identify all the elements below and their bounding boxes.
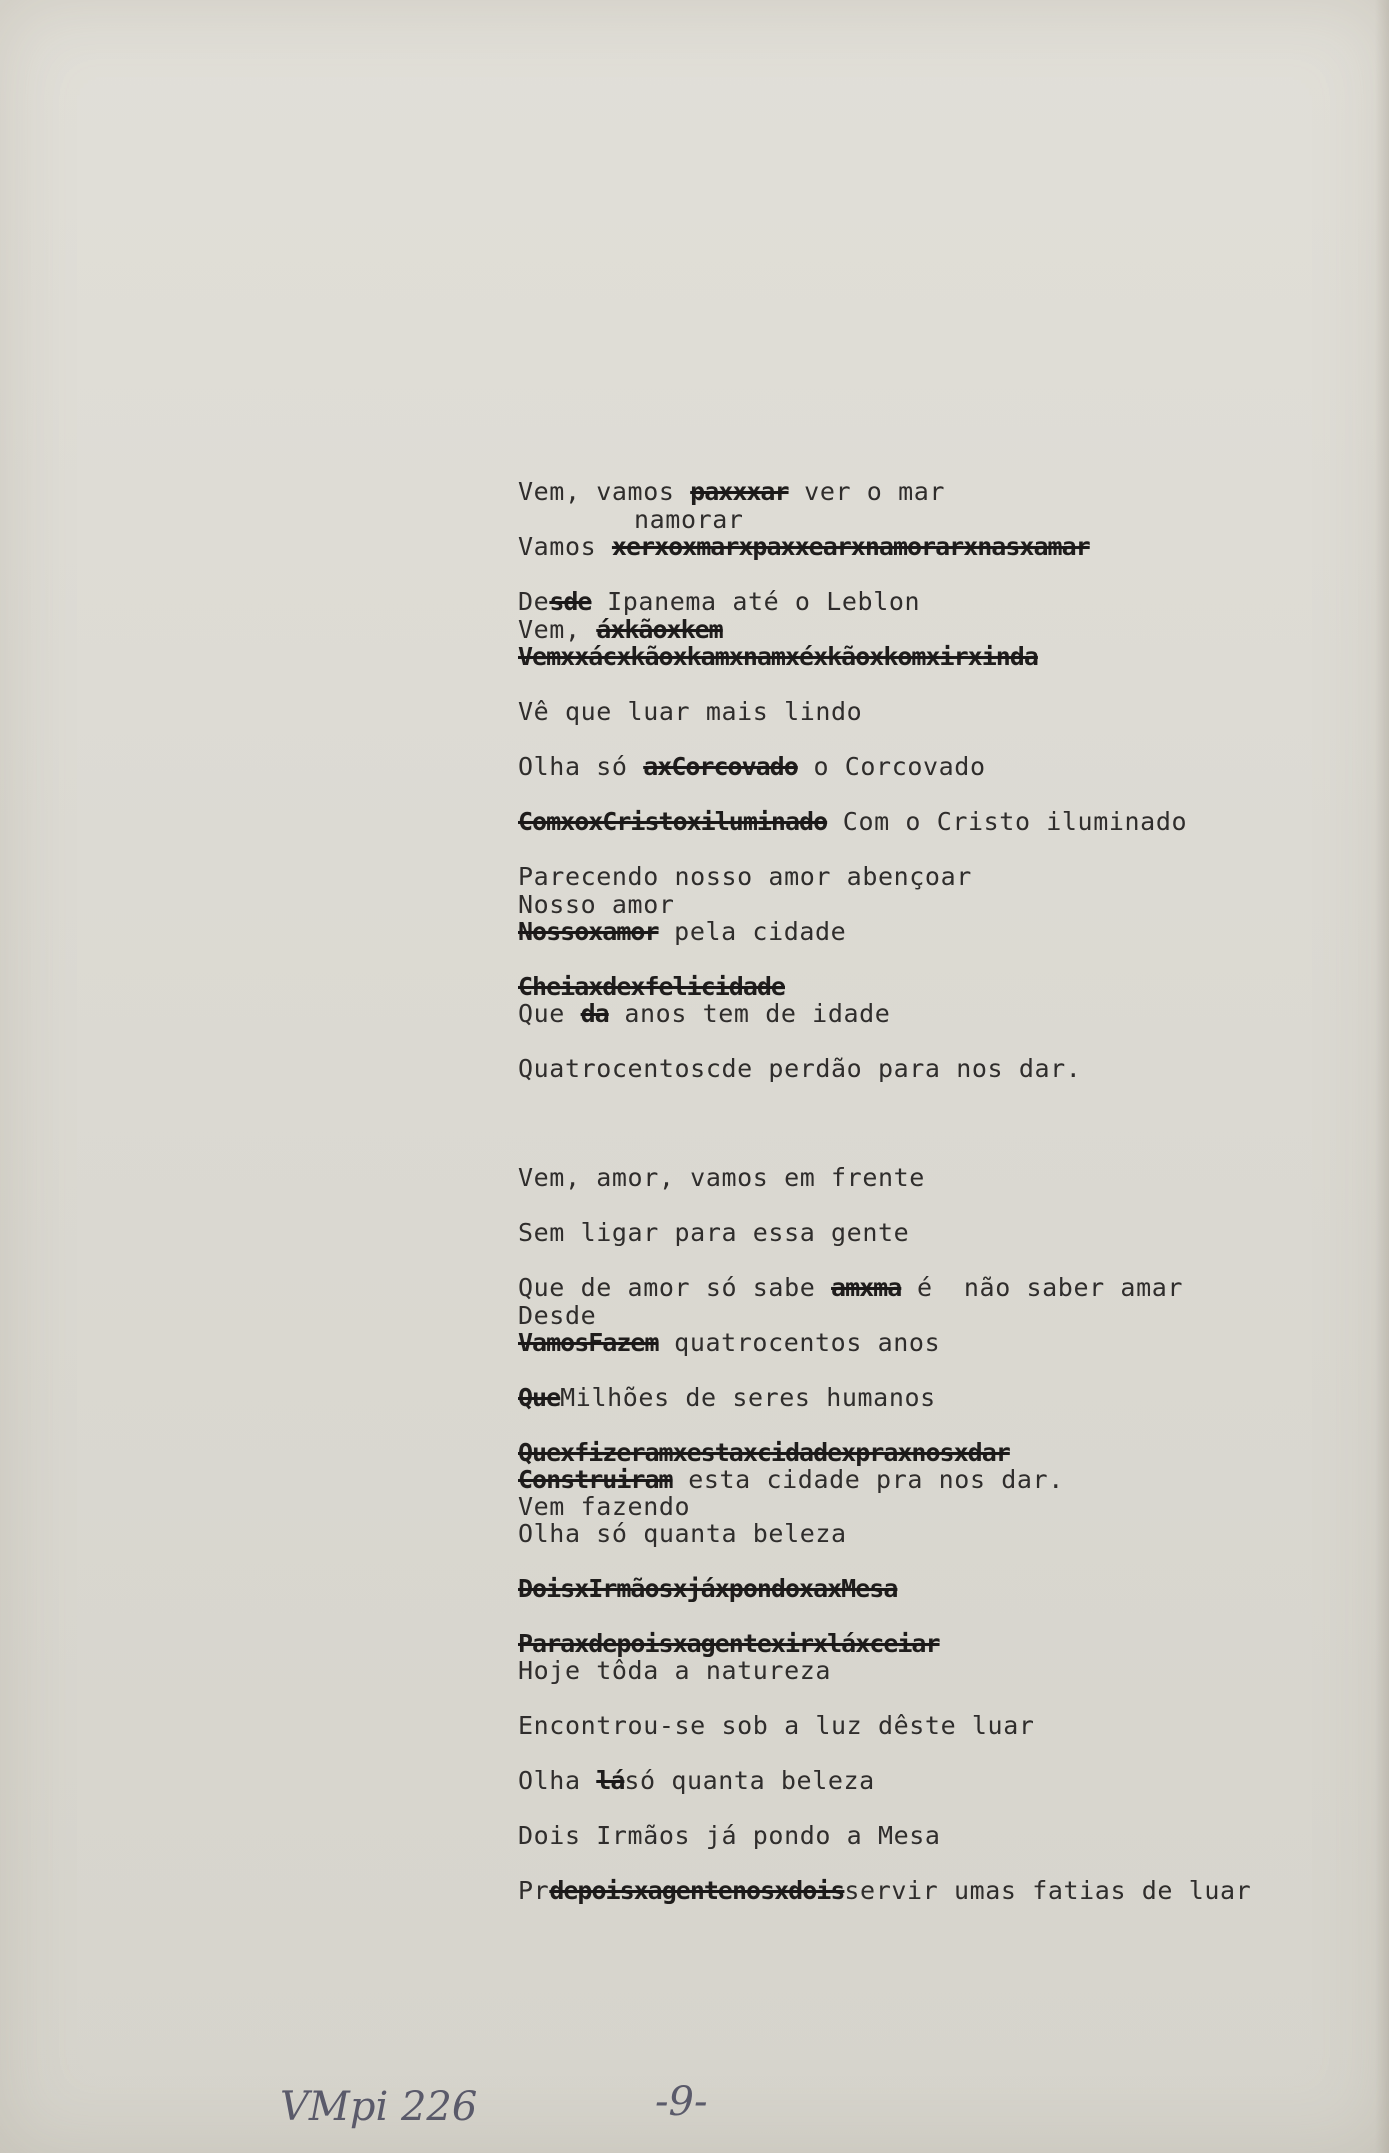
struck-text: da [580, 999, 609, 1028]
lyric-insertion: Desde [518, 1301, 597, 1330]
lyric-line-26: Olha lásó quanta beleza [518, 1766, 875, 1795]
struck-text: Quexfizeramxestaxcidadexpraxnosxdar [518, 1438, 1010, 1467]
struck-text: Construiram [518, 1465, 673, 1494]
struck-text: áxkãoxkem [596, 615, 723, 644]
lyric-line-16: Que de amor só sabe amxma é não saber amar [518, 1273, 1184, 1302]
lyric-line-18: QueMilhões de seres humanos [518, 1383, 936, 1412]
lyric-line-4: Vem, áxkãoxkem [518, 615, 723, 644]
lyric-line-12: Que da anos tem de idade [518, 999, 891, 1028]
lyric-line-20: Construiram esta cidade pra nos dar. [518, 1465, 1064, 1494]
lyric-line-24: Hoje tôda a natureza [518, 1656, 832, 1685]
struck-text: sde [549, 587, 592, 616]
lyric-line-10: Nossoxamor pela cidade [518, 917, 847, 946]
struck-word: paxxxar [690, 477, 789, 506]
struck-text: depoisxagentenosxdois [549, 1876, 845, 1905]
struck-text: Que [518, 1383, 561, 1412]
lyric-line-5 [518, 643, 1038, 671]
lyric-insertion: Nosso amor [518, 890, 675, 919]
lyric-line-11 [518, 973, 785, 1001]
struck-text: Cheiaxdexfelicidade [518, 972, 785, 1001]
lyric-line-22 [518, 1575, 897, 1603]
struck-text: Paraxdepoisxagentexirxláxceiar [518, 1629, 940, 1658]
lyric-line-2: Vamos xerxoxmarxpaxxearxnamorarxnasxamar [518, 532, 1090, 561]
lyric-line-25: Encontrou-se sob a luz dêste luar [518, 1711, 1035, 1740]
lyric-insertion: Vem fazendo [518, 1492, 691, 1521]
lyric-line-9: Parecendo nosso amor abençoar [518, 862, 972, 891]
lyric-line-6: Vê que luar mais lindo [518, 697, 863, 726]
lyric-line-28: Prdepoisxagentenosxdoisservir umas fatias de luar [518, 1876, 1252, 1905]
lyric-line-23 [518, 1630, 940, 1658]
struck-text: lá [596, 1766, 625, 1795]
struck-text: amxma [831, 1273, 902, 1302]
lyric-line-7: Olha só axCorcovado o Corcovado [518, 752, 986, 781]
archive-reference: VMpi 226 [280, 2084, 478, 2130]
struck-text: axCorcovado [643, 752, 798, 781]
lyric-line-21: Olha só quanta beleza [518, 1519, 847, 1548]
lyric-line-13: Quatrocentoscde perdão para nos dar. [518, 1054, 1082, 1083]
lyric-line-27: Dois Irmãos já pondo a Mesa [518, 1821, 941, 1850]
lyric-line-17: VamosFazem quatrocentos anos [518, 1328, 941, 1357]
lyric-line-19 [518, 1439, 1010, 1467]
struck-text: xerxoxmarxpaxxearxnamorarxnasxamar [611, 532, 1090, 561]
struck-text: ComxoxCristoxiluminado [518, 807, 828, 836]
page-number: -9- [655, 2079, 708, 2125]
lyric-insertion: namorar [634, 505, 744, 534]
struck-text: Nossoxamor [518, 917, 659, 946]
struck-text: DoisxIrmãosxjáxpondoxaxMesa [518, 1574, 898, 1603]
struck-text: VamosFazem [518, 1328, 659, 1357]
lyric-line-3: Desde Ipanema até o Leblon [518, 587, 921, 616]
struck-text: Vemxxácxkãoxkamxnamxéxkãoxkomxirxinda [518, 642, 1038, 671]
lyric-line-1: Vem, vamos paxxxar ver o mar [518, 477, 946, 506]
lyric-line-15: Sem ligar para essa gente [518, 1218, 910, 1247]
lyric-line-8: ComxoxCristoxiluminado Com o Cristo iluminado [518, 807, 1188, 836]
lyric-line-14: Vem, amor, vamos em frente [518, 1163, 925, 1192]
